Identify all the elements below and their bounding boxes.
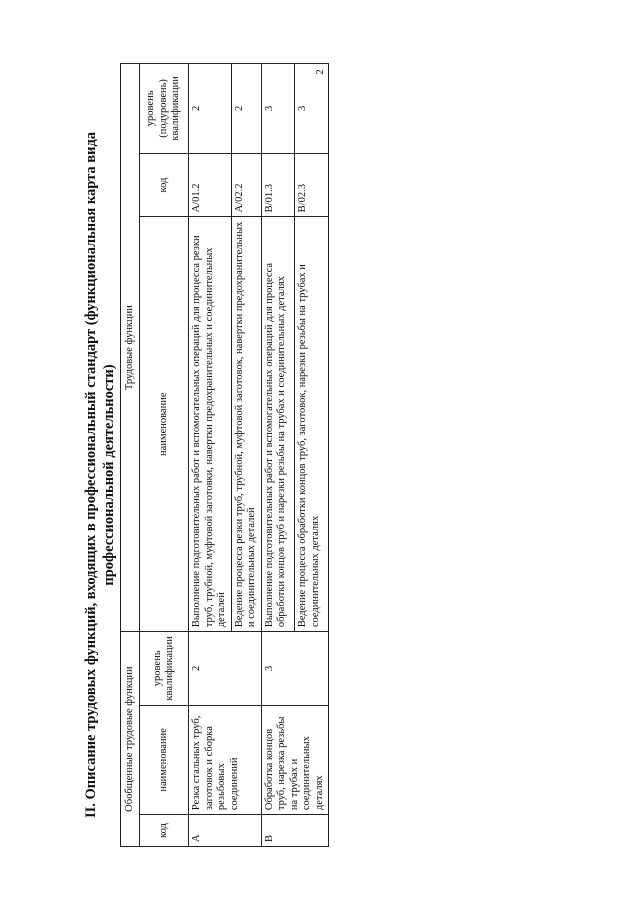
function-name-cell: Ведение процесса резки труб, трубной, муфтовой заготовок, навертки предохранительных и соединительных деталей <box>231 217 261 632</box>
header-generalized-functions: Обобщенные трудовые функции <box>121 632 140 847</box>
function-level-cell: 3 <box>295 64 329 154</box>
header-labor-code: код <box>140 153 189 217</box>
table-header-row-columns <box>140 64 189 847</box>
function-code-cell: A/02.2 <box>231 153 261 217</box>
header-qual-level: уровень квалификации <box>140 632 189 705</box>
function-code-cell: B/01.3 <box>261 153 295 217</box>
header-code: код <box>140 815 189 847</box>
group-level-cell: 2 <box>189 632 262 705</box>
function-code-cell: B/02.3 <box>295 153 329 217</box>
function-code-cell: A/01.2 <box>189 153 232 217</box>
section-title: II. Описание трудовых функций, входящих в профессиональный стандарт (функциональная карта вида профессиональной деятельности) <box>83 131 117 819</box>
rotated-page-content <box>70 60 580 850</box>
function-name-cell: Выполнение подготовительных работ и вспомогательных операций для процесса обработки концов труб и нарезки резьбы на трубах и соединительных деталях <box>261 217 295 632</box>
functional-map-table <box>120 63 329 847</box>
function-name-cell: Ведение процесса обработки концов труб, заготовок, нарезки резьбы на трубах и соединительных деталях <box>295 217 329 632</box>
group-code-cell: A <box>189 815 262 847</box>
table-header-row-groups <box>121 64 140 847</box>
group-name-cell: Обработка концов труб, нарезка резьбы на трубах и соединительных деталях <box>261 705 329 815</box>
header-sublevel: уровень (подуровень) квалификации <box>140 64 189 154</box>
table-row <box>261 64 295 847</box>
function-level-cell: 2 <box>231 64 261 154</box>
header-labor-name: наименование <box>140 217 189 632</box>
page-number: 2 <box>314 69 326 75</box>
function-level-cell: 3 <box>261 64 295 154</box>
function-name-cell: Выполнение подготовительных работ и вспомогательных операций для процесса резки труб, трубной, муфтовой заготовки, навертки предохранительных и соединительных деталей <box>189 217 232 632</box>
function-level-cell: 2 <box>189 64 232 154</box>
group-name-cell: Резка стальных труб, заготовок и сборка резьбовых соединений <box>189 705 262 815</box>
group-code-cell: B <box>261 815 329 847</box>
group-level-cell: 3 <box>261 632 329 705</box>
header-labor-functions: Трудовые функции <box>121 64 140 632</box>
header-name: наименование <box>140 705 189 815</box>
table-row <box>189 64 232 847</box>
